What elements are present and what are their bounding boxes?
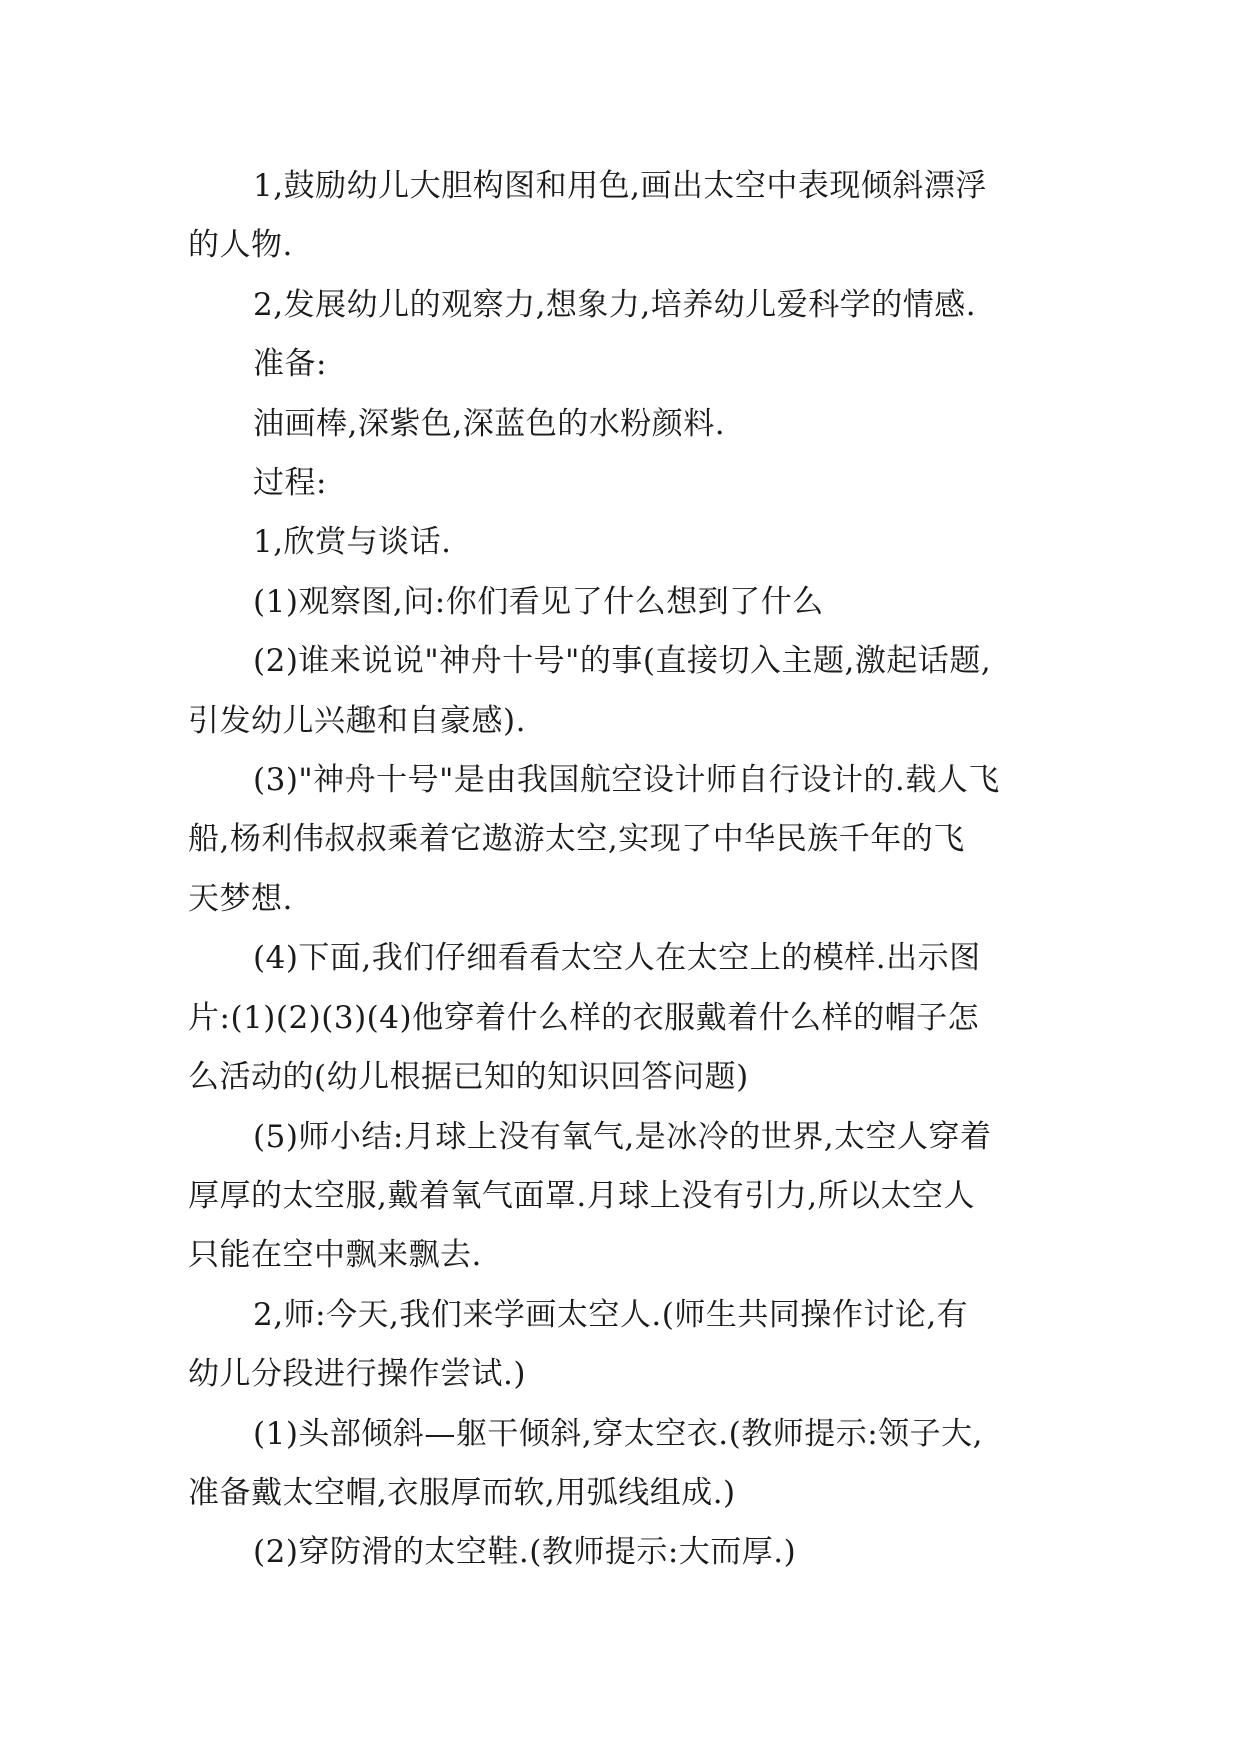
- text-line: 的人物.: [188, 227, 293, 264]
- text-line: 船,杨利伟叔叔乘着它遨游太空,实现了中华民族千年的飞: [188, 821, 965, 858]
- paragraph-substep-5: [188, 1108, 1058, 1286]
- text-line: (5)师小结:月球上没有氧气,是冰冷的世界,太空人穿着: [253, 1118, 992, 1155]
- text-line: 幼儿分段进行操作尝试.): [188, 1356, 526, 1393]
- text-line: 1,鼓励幼儿大胆构图和用色,画出太空中表现倾斜漂浮: [253, 168, 987, 204]
- text-line: 引发幼儿兴趣和自豪感).: [188, 702, 526, 739]
- paragraph-step-2: [188, 1286, 1058, 1405]
- text-line: 准备:: [253, 346, 327, 383]
- paragraph-substep-3: [188, 751, 1058, 929]
- paragraph-materials: [188, 395, 1058, 454]
- paragraph-substep-2: [188, 632, 1058, 751]
- text-line: (1)头部倾斜—躯干倾斜,穿太空衣.(教师提示:领子大,: [253, 1415, 984, 1452]
- text-line: (3)"神舟十号"是由我国航空设计师自行设计的.载人飞: [253, 762, 1000, 799]
- section-heading-preparation: [188, 335, 1058, 394]
- text-line: (2)谁来说说"神舟十号"的事(直接切入主题,激起话题,: [253, 643, 992, 680]
- text-line: 2,发展幼儿的观察力,想象力,培养幼儿爱科学的情感.: [253, 286, 977, 323]
- text-line: 厚厚的太空服,戴着氧气面罩.月球上没有引力,所以太空人: [188, 1177, 976, 1214]
- text-line: 2,师:今天,我们来学画太空人.(师生共同操作讨论,有: [253, 1296, 969, 1333]
- paragraph-substep-1: [188, 573, 1058, 632]
- paragraph-goal-2: [188, 276, 1058, 335]
- text-line: 过程:: [253, 465, 327, 502]
- text-line: (2)穿防滑的太空鞋.(教师提示:大而厚.): [253, 1534, 797, 1571]
- text-line: 准备戴太空帽,衣服厚而软,用弧线组成.): [188, 1474, 736, 1511]
- paragraph-step-2-substep-2: [188, 1523, 1058, 1582]
- text-line: 片:(1)(2)(3)(4)他穿着什么样的衣服戴着什么样的帽子怎: [188, 999, 980, 1036]
- text-line: 么活动的(幼儿根据已知的知识回答问题): [188, 1059, 749, 1096]
- text-line: (4)下面,我们仔细看看太空人在太空上的模样.出示图: [253, 940, 981, 977]
- section-heading-process: [188, 454, 1058, 513]
- paragraph-step-1: [188, 513, 1058, 572]
- text-line: (1)观察图,问:你们看见了什么想到了什么: [253, 583, 824, 620]
- paragraph-substep-4: [188, 929, 1058, 1107]
- text-line: 天梦想.: [188, 880, 293, 917]
- text-line: 1,欣赏与谈话.: [253, 524, 452, 561]
- text-line: 油画棒,深紫色,深蓝色的水粉颜料.: [253, 405, 726, 442]
- text-line: 只能在空中飘来飘去.: [188, 1237, 482, 1274]
- paragraph-goal-1: [188, 157, 1058, 276]
- paragraph-step-2-substep-1: [188, 1405, 1058, 1524]
- document-page: [188, 157, 1058, 1583]
